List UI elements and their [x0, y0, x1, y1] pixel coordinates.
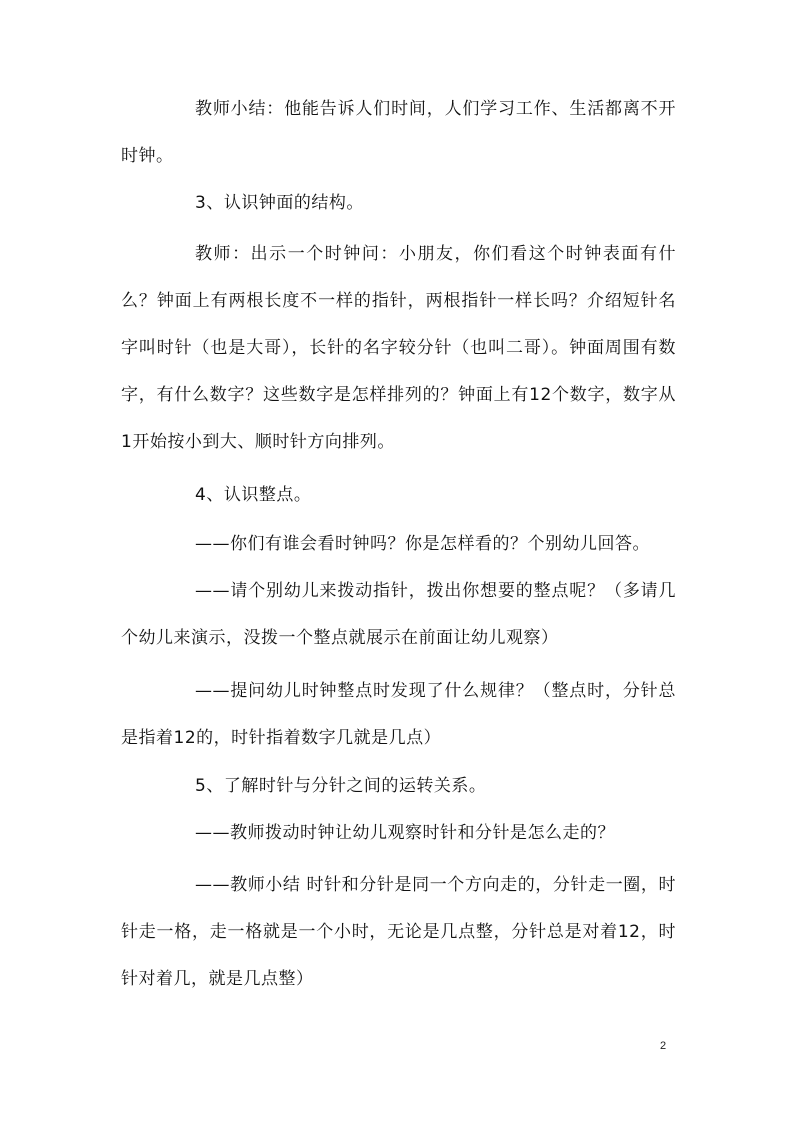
heading-whole-hour: 4、认识整点。: [195, 485, 312, 505]
paragraph-whole-hour-rule: ——提问幼儿时钟整点时发现了什么规律？（整点时，分针总是指着12的，时针指着数字几就是几点）: [121, 681, 676, 748]
paragraph-read-clock-question: ——你们有谁会看时钟吗？你是怎样看的？个别幼儿回答。: [195, 534, 650, 554]
paragraph-hands-summary: ——教师小结 时针和分针是同一个方向走的，分针走一圈，时针走一格，走一格就是一个小时，无论是几点整，分针总是对着12，时针对着几，就是几点整）: [121, 875, 676, 989]
paragraph-clock-face-intro: 教师：出示一个时钟问：小朋友，你们看这个时钟表面有什么？钟面上有两根长度不一样的指针，两根指针一样长吗？介绍短针名字叫时针（也是大哥），长针的名字较分针（也叫二哥）。钟面周围有数字，有什么数字？这些数字是怎样排列的？钟面上有12个数字，数字从1开始按小到大、顺时针方向排列。: [121, 244, 676, 452]
paragraph-move-hands: ——请个别幼儿来拨动指针，拨出你想要的整点呢？（多请几个幼儿来演示，没拨一个整点就展示在前面让幼儿观察）: [121, 581, 676, 648]
page-number: 2: [660, 1040, 667, 1052]
paragraph-teacher-summary: 教师小结：他能告诉人们时间，人们学习工作、生活都离不开时钟。: [121, 99, 676, 166]
heading-hand-relationship: 5、了解时针与分针之间的运转关系。: [195, 776, 487, 796]
heading-clock-face-structure: 3、认识钟面的结构。: [195, 193, 364, 213]
paragraph-observe-hands: ——教师拨动时钟让幼儿观察时针和分针是怎么走的？: [195, 823, 615, 843]
